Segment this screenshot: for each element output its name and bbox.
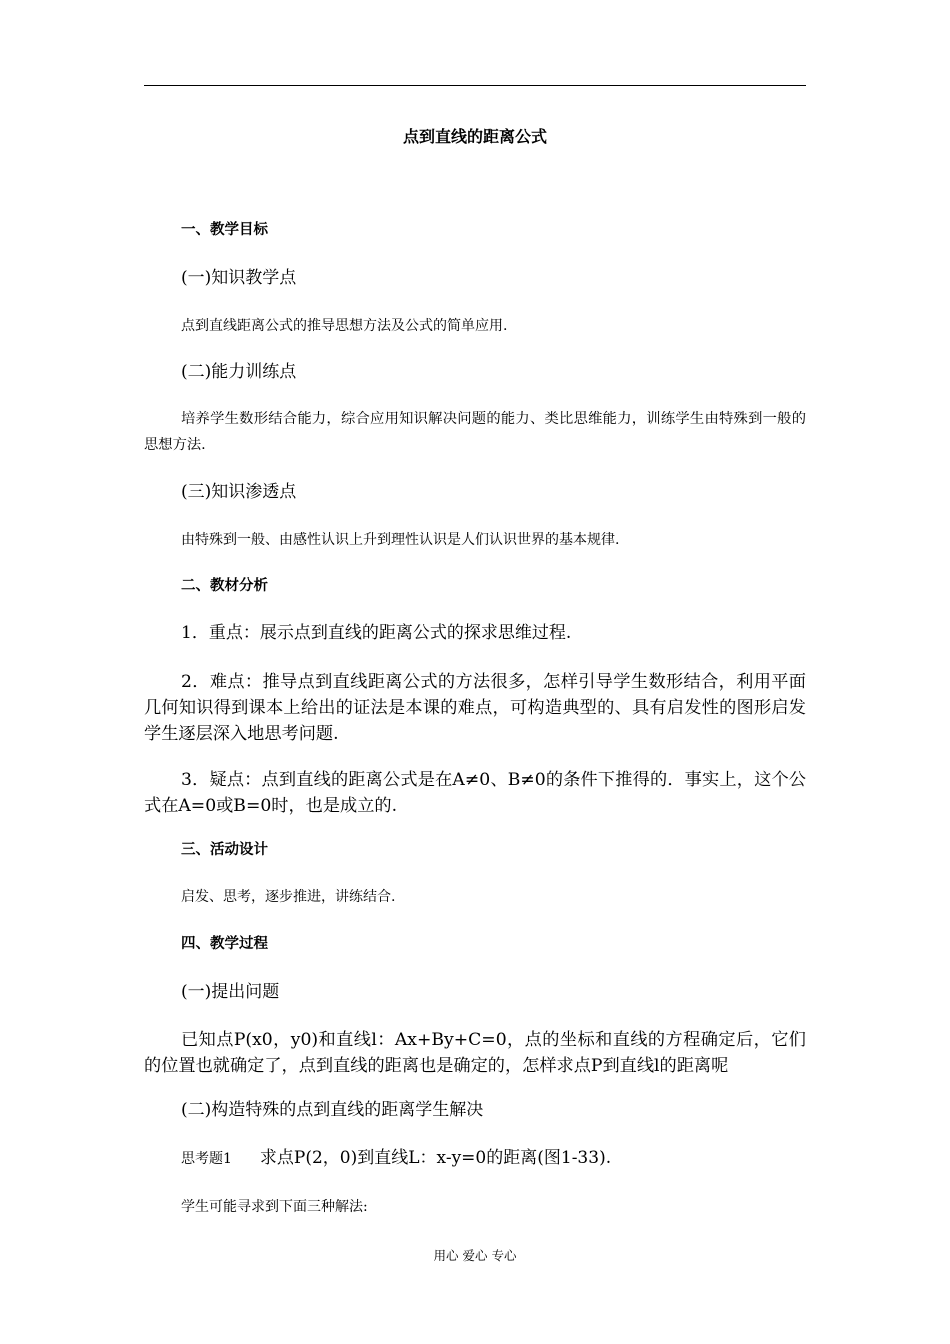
subheading-ability-points: (二)能力训练点 (181, 362, 297, 382)
paragraph-three-methods: 学生可能寻求到下面三种解法: (181, 1199, 368, 1215)
subheading-knowledge-points: (一)知识教学点 (181, 268, 297, 288)
thinking-question-text: 求点P(2，0)到直线L：x-y=0的距离(图1-33). (259, 1148, 612, 1168)
paragraph-penetration-points: 由特殊到一般、由感性认识上升到理性认识是人们认识世界的基本规律. (181, 532, 620, 548)
paragraph-pose-question: 已知点P(x0，y0)和直线l：Ax+By+C=0，点的坐标和直线的方程确定后，它们的位置也就确定了，点到直线的距离也是确定的，怎样求点P到直线l的距离呢 (144, 1030, 806, 1076)
header-rule (144, 85, 806, 86)
section-heading-teaching-goals: 一、教学目标 (181, 222, 268, 238)
page-title: 点到直线的距离公式 (402, 127, 547, 146)
paragraph-ability-points: 培养学生数形结合能力，综合应用知识解决问题的能力、类比思维能力，训练学生由特殊到一般的思想方法. (144, 411, 806, 453)
subheading-pose-question: (一)提出问题 (181, 982, 280, 1002)
subheading-penetration-points: (三)知识渗透点 (181, 482, 297, 502)
thinking-question-label: 思考题1 (181, 1151, 232, 1167)
list-item-key-point: 1．重点：展示点到直线的距离公式的探求思维过程. (181, 623, 572, 643)
page-footer: 用心 爱心 专心 (433, 1248, 517, 1263)
section-heading-material-analysis: 二、教材分析 (181, 578, 268, 594)
subheading-special-case: (二)构造特殊的点到直线的距离学生解决 (181, 1100, 484, 1120)
list-item-difficulty: 2．难点：推导点到直线距离公式的方法很多，怎样引导学生数形结合，利用平面几何知识得到课本上给出的证法是本课的难点，可构造典型的、具有启发性的图形启发学生逐层深入地思考问题. (144, 672, 806, 744)
paragraph-activity-design: 启发、思考，逐步推进，讲练结合. (181, 889, 396, 905)
section-heading-activity-design: 三、活动设计 (181, 842, 268, 858)
thinking-question-1 (181, 1146, 611, 1171)
paragraph-knowledge-points: 点到直线距离公式的推导思想方法及公式的简单应用. (181, 318, 508, 334)
section-heading-teaching-process: 四、教学过程 (181, 936, 268, 952)
list-item-doubt: 3．疑点：点到直线的距离公式是在A≠0、B≠0的条件下推得的．事实上，这个公式在A=0或B=0时，也是成立的. (144, 770, 806, 816)
